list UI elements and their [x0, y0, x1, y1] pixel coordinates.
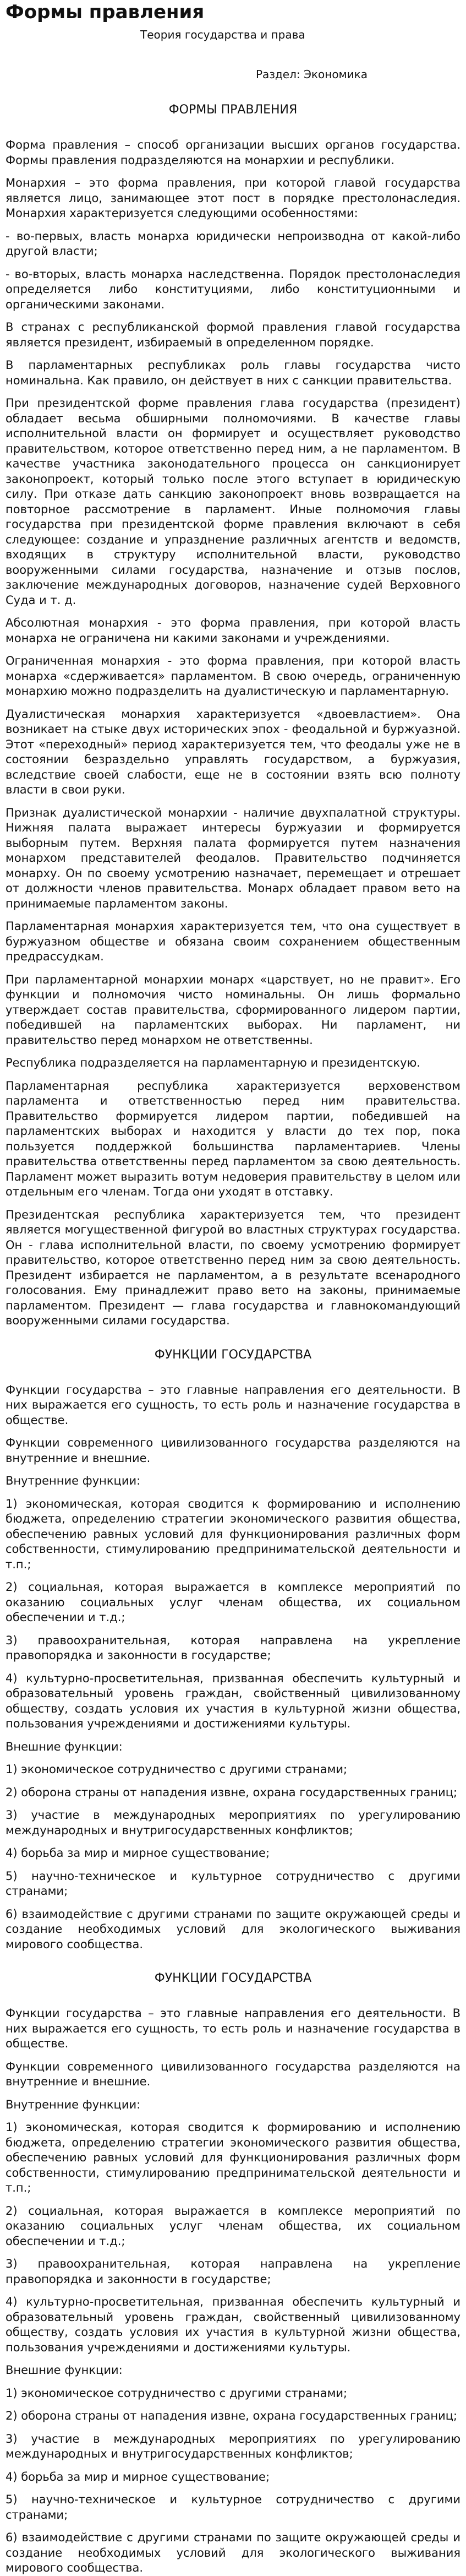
forms-paragraph: Парламентарная республика характеризуется верховенством парламента и ответственностью перед ним правительства. Правительство формируется лидером партии, победившей на парламентских выборах и находится у власти до тех пор, пока пользуется поддержкой большинства парламентариев. Члены правительства ответственны перед парламентом за свою деятельность. Парламент может выразить вотум недоверия правительству в целом или отдельным его членам. Тогда они уходят в отставку. [6, 1079, 460, 1198]
internal-functions-title: Внутренние функции: [6, 1474, 141, 1487]
external-function-item: 3) участие в международных мероприятиях по урегулированию международных и внутригосударственных конфликтов; [6, 2432, 460, 2460]
internal-function-item: 2) социальная, которая выражается в комплексе мероприятий по оказанию социальных услуг членам общества, их социальном обеспечении и т.д.; [6, 1580, 460, 1624]
internal-function-item: 2) социальная, которая выражается в комплексе мероприятий по оказанию социальных услуг членам общества, их социальном обеспечении и т.д.; [6, 2204, 460, 2248]
internal-function-item: 1) экономическая, которая сводится к формированию и исполнению бюджета, определению стратегии экономического развития общества, обеспечению равных условий для функционирования различных форм собственности, стимулированию предпринимательской деятельности и т.п.; [6, 2121, 460, 2194]
external-function-item: 5) научно-техническое и культурное сотрудничество с другими странами; [6, 2493, 460, 2521]
forms-paragraph: - во-первых, власть монарха юридически непроизводна от какой-либо другой власти; [6, 229, 460, 258]
functions-intro: Функции государства – это главные направления его деятельности. В них выражается его сущность, то есть роль и назначение государства в обществе. [6, 1383, 460, 1427]
external-function-item: 5) научно-техническое и культурное сотрудничество с другими странами; [6, 1869, 460, 1898]
forms-paragraph: Абсолютная монархия - это форма правления, при которой власть монарха не ограничена ни какими законами и учреждениями. [6, 616, 460, 645]
external-functions-title: Внешние функции: [6, 1740, 123, 1753]
functions-heading: ФУНКЦИИ ГОСУДАРСТВА [154, 1347, 312, 1362]
forms-paragraph: Форма правления – способ организации высших органов государства. Формы правления подразделяются на монархии и республики. [6, 138, 460, 167]
external-function-item: 6) взаимодействие с другими странами по защите окружающей среды и создание необходимых условий для экологического выживания мирового сообщества. [6, 1907, 460, 1951]
document-title: Формы правления [6, 1, 205, 23]
forms-heading: ФОРМЫ ПРАВЛЕНИЯ [168, 103, 298, 117]
subject-line: Теория государства и права [140, 28, 305, 41]
forms-paragraph: В странах с республиканской формой правления главой государства является президент, избираемый в определенном порядке. [6, 320, 460, 349]
external-function-item: 1) экономическое сотрудничество с другими странами; [6, 2386, 348, 2400]
functions-intro: Функции современного цивилизованного государства разделяются на внутренние и внешние. [6, 1436, 460, 1465]
external-functions-title: Внешние функции: [6, 2363, 123, 2377]
forms-paragraph: При президентской форме правления глава государства (президент) обладает весьма обширными полномочиями. В качестве главы исполнительной власти он формирует и осуществляет руководство правительством, которое ответственно перед ним, а не парламентом. В качестве участника законодательного процесса он санкционирует законопроект, который только после этого вступает в юридическую силу. При отказе дать санкцию законопроект вновь возвращается на повторное рассмотрение в парламент. Иные полномочия главы государства при президентской форме правления включают в себя следующее: создание и упразднение различных агентств и ведомств, входящих в структуру исполнительной власти, руководство вооруженными силами государства, назначение и отзыв послов, заключение международных договоров, назначение судей Верховного Суда и т. д. [6, 396, 460, 607]
functions-intro: Функции современного цивилизованного государства разделяются на внутренние и внешние. [6, 2059, 460, 2088]
internal-function-item: 1) экономическая, которая сводится к формированию и исполнению бюджета, определению стратегии экономического развития общества, обеспечению равных условий для функционирования различных форм собственности, стимулированию предпринимательской деятельности и т.п.; [6, 1497, 460, 1571]
internal-function-item: 3) правоохранительная, которая направлена на укрепление правопорядка и законности в государстве; [6, 1633, 460, 1662]
internal-function-item: 3) правоохранительная, которая направлена на укрепление правопорядка и законности в государстве; [6, 2257, 460, 2286]
forms-paragraph: Парламентарная монархия характеризуется тем, что она существует в буржуазном обществе и обязана своим сохранением общественным предрассудкам. [6, 920, 460, 963]
forms-paragraph: Президентская республика характеризуется тем, что президент является могущественной фигурой во властных структурах государства. Он - глава исполнительной власти, по своему усмотрению формирует правительство, которое ответственно перед ним за свою деятельность. Президент избирается не парламентом, а в результате всенародного голосования. Ему принадлежит право вето на законы, принимаемые парламентом. Президент — глава государства и главнокомандующий вооруженными силами государства. [6, 1208, 460, 1327]
section-line: Раздел: Экономика [256, 68, 368, 81]
forms-paragraph: В парламентарных республиках роль главы государства чисто номинальна. Как правило, он действует в них с санкции правительства. [6, 358, 460, 387]
forms-paragraph: Ограниченная монархия - это форма правления, при которой власть монарха «сдерживается» парламентом. В свою очередь, ограниченную монархию можно подразделить на дуалистическую и парламентарную. [6, 654, 460, 698]
forms-paragraph: Монархия – это форма правления, при которой главой государства является лицо, занимающее этот пост в порядке престолонаследия. Монархия характеризуется следующими особенностями: [6, 176, 460, 220]
forms-paragraph: Республика подразделяется на парламентарную и президентскую. [6, 1056, 420, 1069]
external-function-item: 6) взаимодействие с другими странами по защите окружающей среды и создание необходимых условий для экологического выживания мирового сообщества. [6, 2531, 460, 2574]
external-function-item: 4) борьба за мир и мирное существование; [6, 1846, 270, 1860]
forms-paragraph: - во-вторых, власть монарха наследственна. Порядок престолонаследия определяется либо конституциями, либо конституционными и органическими законами. [6, 267, 460, 311]
external-function-item: 1) экономическое сотрудничество с другими странами; [6, 1763, 348, 1776]
external-function-item: 2) оборона страны от нападения извне, охрана государственных границ; [6, 1785, 458, 1799]
functions-heading: ФУНКЦИИ ГОСУДАРСТВА [154, 1971, 312, 1985]
forms-paragraph: Дуалистическая монархия характеризуется «двоевластием». Она возникает на стыке двух исторических эпох - феодальной и буржуазной. Этот «переходный» период характеризуется тем, что феодалы уже не в состоянии безраздельно управлять государством, а буржуазия, вследствие своей слабости, еще не в состоянии взять всю полноту власти в свои руки. [6, 707, 460, 796]
internal-function-item: 4) культурно-просветительная, призванная обеспечить культурный и образовательный уровень граждан, свойственный цивилизованному обществу, создать условия их участия в культурной жизни общества, пользования учреждениями и достижениями культуры. [6, 1671, 460, 1730]
forms-paragraph: При парламентарной монархии монарх «царствует, но не правит». Его функции и полномочия чисто номинальны. Он лишь формально утверждает состав правительства, сформированного лидером партии, победившей на парламентских выборах. Ни парламент, ни правительство перед монархом не ответственны. [6, 972, 460, 1047]
external-function-item: 4) борьба за мир и мирное существование; [6, 2470, 270, 2483]
internal-function-item: 4) культурно-просветительная, призванная обеспечить культурный и образовательный уровень граждан, свойственный цивилизованному обществу, создать условия их участия в культурной жизни общества, пользования учреждениями и достижениями культуры. [6, 2295, 460, 2354]
internal-functions-title: Внутренние функции: [6, 2097, 141, 2111]
functions-intro: Функции государства – это главные направления его деятельности. В них выражается его сущность, то есть роль и назначение государства в обществе. [6, 2007, 460, 2050]
forms-paragraph: Признак дуалистической монархии - наличие двухпалатной структуры. Нижняя палата выражает интересы буржуазии и формируется выборным путем. Верхняя палата формируется путем назначения монархом представителей феодалов. Правительство подчиняется монарху. Он по своему усмотрению назначает, перемещает и отрешает от должности членов правительства. Монарх обладает правом вето на принимаемые парламентом законы. [6, 806, 460, 910]
external-function-item: 3) участие в международных мероприятиях по урегулированию международных и внутригосударственных конфликтов; [6, 1808, 460, 1837]
external-function-item: 2) оборона страны от нападения извне, охрана государственных границ; [6, 2409, 458, 2422]
